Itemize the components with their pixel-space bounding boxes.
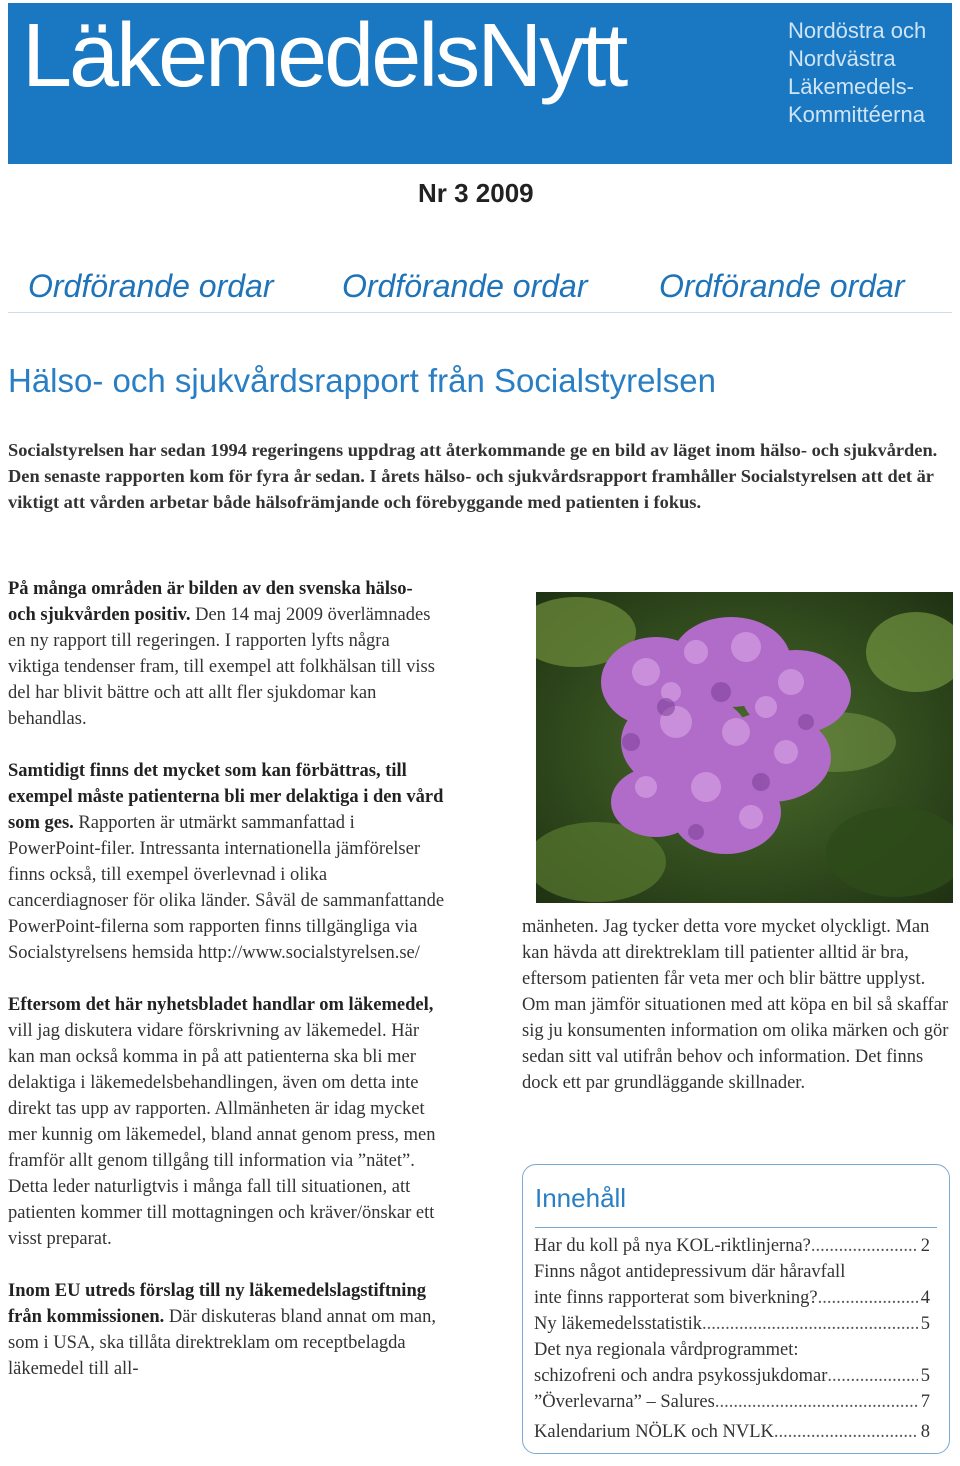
paragraph-lead: På många områden är bilden av den svenska hälso- och sjukvården positiv. (8, 579, 413, 625)
toc-entry[interactable]: Ny läkemedelsstatistik ..... 5 (534, 1311, 930, 1337)
brand-title: LäkemedelsNytt (22, 6, 626, 106)
toc-page: 4 (920, 1288, 930, 1308)
article-headline: Hälso- och sjukvårdsrapport från Socialstyrelsen (8, 362, 716, 399)
left-column (8, 576, 445, 1408)
committee-line: Nordöstra och (788, 18, 927, 43)
committee-line: Nordvästra (788, 46, 896, 71)
paragraph-text: Där diskuteras bland annat om man, som i USA, ska tillåta direktreklam om receptbelagda läkemedel till all- (8, 1307, 437, 1379)
toc-page: 5 (920, 1366, 930, 1386)
right-column (522, 914, 954, 1096)
paragraph-text: vill jag diskutera vidare förskrivning av läkemedel. Här kan man också komma in på att patienterna ska bli mer delaktiga i läkemedelsbehandlingen, även om detta inte direkt tas upp av rapporten. Allmänheten är idag mycket mer kunnig om läkemedel, bland annat genom press, men framför allt genom tillgång till information via ”nätet”. Detta leder naturligtvis i många fall till situationen, att patienten kommer till mottagningen och kräver/önskar ett visst preparat. (8, 1021, 436, 1249)
committee-line: Kommittéerna (788, 102, 925, 127)
toc-entry[interactable]: Finns något antidepressivum där håravfall inte finns rapporterat som biverkning? ..... 4 (534, 1259, 930, 1311)
article-lead: Socialstyrelsen har sedan 1994 regeringens uppdrag att återkommande ge en bild av läget inom hälso- och sjukvården. Den senaste rapporten kom för fyra år sedan. I årets hälso- och sjukvårdsrapport framhåller Socialstyrelsen att det är viktigt att vården arbetar både hälsofrämjande och förebyggande med patienten i fokus. (8, 440, 938, 512)
toc-entry[interactable]: Har du koll på nya KOL-riktlinjerna? ..... 2 (534, 1233, 930, 1259)
section-label: Ordförande ordar (342, 268, 588, 304)
committee-line: Läkemedels- (788, 74, 914, 99)
toc-page: 5 (920, 1314, 930, 1334)
table-of-contents (522, 1164, 950, 1454)
paragraph-lead: Inom EU utreds förslag till ny läkemedelslagstiftning från kommissionen. (8, 1281, 426, 1327)
paragraph (8, 992, 445, 1252)
paragraph (8, 758, 445, 966)
toc-entry[interactable]: ”Överlevarna” – Salures ..... 7 (534, 1389, 930, 1415)
toc-page: 7 (920, 1392, 930, 1412)
section-banner (8, 268, 952, 313)
toc-entry[interactable]: Det nya regionala vårdprogrammet: schizofreni och andra psykossjukdomar ..... 5 (534, 1337, 930, 1389)
toc-page: 8 (920, 1422, 930, 1442)
toc-title: Innehåll (535, 1183, 627, 1213)
committees-label (788, 17, 948, 129)
paragraph (8, 1278, 445, 1382)
toc-page: 2 (920, 1236, 930, 1256)
paragraph-lead: Eftersom det här nyhetsbladet handlar om läkemedel, (8, 995, 434, 1015)
toc-list (534, 1233, 930, 1445)
lilac-photo (536, 592, 953, 903)
paragraph-text: Rapporten är utmärkt sammanfattad i PowerPoint-filer. Intressanta internationella jämförelser finns också, till exempel överlevnad i olika cancerdiagnoser för olika länder. Såväl de sammanfattande PowerPoint-filerna som rapporten finns tillgängliga via Socialstyrelsens hemsida http://www.socialstyrelsen.se/ (8, 813, 445, 963)
paragraph-text: mänheten. Jag tycker detta vore mycket olyckligt. Man kan hävda att direktreklam till patienter alltid är bra, eftersom patienten får veta mer och blir bättre upplyst. Om man jämför situationen med att köpa en bil så skaffar sig ju konsumenten information om olika märken och gör sedan sitt val utifrån behov och information. Det finns dock ett par grundläggande skillnader. (522, 917, 949, 1093)
section-label: Ordförande ordar (28, 268, 274, 304)
issue-number: Nr 3 2009 (418, 178, 534, 208)
masthead (8, 3, 952, 164)
toc-divider (535, 1227, 937, 1228)
paragraph-lead: Samtidigt finns det mycket som kan förbättras, till exempel måste patienterna bli mer delaktiga i den vård som ges. (8, 761, 444, 833)
paragraph (8, 576, 445, 732)
paragraph-text: Den 14 maj 2009 överlämnades en ny rapport till regeringen. I rapporten lyfts några viktiga tendenser fram, till exempel att folkhälsan till viss del har blivit bättre och att allt fler sjukdomar kan behandlas. (8, 605, 435, 729)
section-label: Ordförande ordar (659, 268, 905, 304)
toc-entry[interactable]: Kalendarium NÖLK och NVLK ..... 8 (534, 1419, 930, 1445)
